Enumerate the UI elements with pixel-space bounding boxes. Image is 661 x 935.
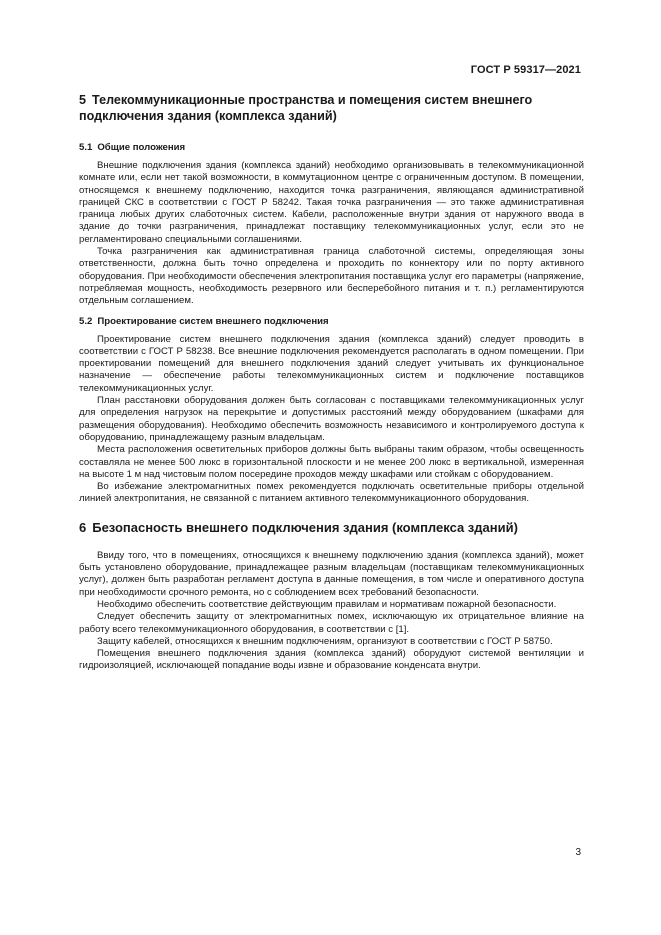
paragraph: План расстановки оборудования должен быть согласован с поставщиками телекоммуникационных услуг для определения нагрузок на перекрытие и допустимых расстояний между оборудованием (шкафами для размещения оборудования). Необходимо обеспечить возможность независимого и контролируемого доступа к оборудованию, принадлежащему разным владельцам. <box>79 395 584 443</box>
page-number: 3 <box>575 847 581 858</box>
paragraph: Помещения внешнего подключения здания (комплекса зданий) оборудуют системой вентиляции и гидроизоляцией, исключающей попадание воды извне и образование конденсата внутри. <box>79 648 584 672</box>
subsection-5-2-title: Проектирование систем внешнего подключения <box>97 315 329 327</box>
paragraph: Во избежание электромагнитных помех рекомендуется подключать осветительные приборы отдельной линией электропитания, не связанной с питанием активного телекоммуникационного оборудования. <box>79 481 584 505</box>
section-5-number: 5 <box>79 93 87 107</box>
section-6-number: 6 <box>79 519 87 535</box>
subsection-5-1-heading <box>79 142 584 154</box>
paragraph: Необходимо обеспечить соответствие действующим правилам и нормативам пожарной безопасности. <box>97 598 557 610</box>
section-5-heading <box>79 92 584 124</box>
subsection-5-2-number: 5.2 <box>79 315 93 327</box>
paragraph: Проектирование систем внешнего подключения здания (комплекса зданий) следует проводить в соответствии с ГОСТ Р 58238. Все внешние подключения рекомендуется располагать в одном помещении. При проектировании помещений для внешнего подключения зданий следует учитывать их функциональное назначение — обеспечение работы телекоммуникационных систем и подключение поставщиков телекоммуникационных услуг. <box>79 333 584 394</box>
standard-designation: ГОСТ Р 59317—2021 <box>470 64 581 76</box>
section-5-title: Телекоммуникационные пространства и помещения систем внешнего подключения здания (комплекса зданий) <box>79 93 533 123</box>
section-6-heading <box>79 520 584 536</box>
subsection-5-1-number: 5.1 <box>79 142 93 153</box>
page-content <box>79 92 584 673</box>
paragraph: Точка разграничения как административная граница слаботочной системы, определяющая зоны ответственности, должна быть точно определена и проходить по коннектору или по порту активного оборудования. При необходимости обеспечения электропитания поставщика услуг его параметры (напряжение, потребляемая мощность, необходимость резервного или бесперебойного питания и т. п.) регламентируются отдельным соглашением. <box>79 246 584 307</box>
subsection-5-1-title: Общие положения <box>97 142 186 153</box>
paragraph: Внешние подключения здания (комплекса зданий) необходимо организовывать в телекоммуникационной комнате или, если нет такой возможности, в коммутационном центре с ограниченным доступом. В помещении, относящемся к внешнему подключению, находится точка разграничения, являющаяся административной границей СКС в соответствии с ГОСТ Р 58242. Такая точка разграничения — это также административная граница любых других слаботочных систем. Кабели, расположенные внутри здания от наружного ввода в здание до точки разграничения, принадлежат поставщику телекоммуникационных услуг, если это не регламентировано специальными соглашениями. <box>79 160 584 245</box>
paragraph: Защиту кабелей, относящихся к внешним подключениям, организуют в соответствии с ГОСТ Р 58750. <box>97 635 553 647</box>
paragraph: Следует обеспечить защиту от электромагнитных помех, исключающую их отрицательное влияние на работу всего телекоммуникационного оборудования, в соответствии с [1]. <box>79 611 584 635</box>
paragraph: Ввиду того, что в помещениях, относящихся к внешнему подключению здания (комплекса зданий), может быть установлено оборудование, принадлежащее разным владельцам (поставщикам телекоммуникационных услуг), должен быть разработан регламент доступа в данные помещения, в том числе и оперативного доступа при необходимости срочного ремонта, но с соблюдением всех требований безопасности. <box>79 549 584 598</box>
section-6-title: Безопасность внешнего подключения здания (комплекса зданий) <box>92 519 518 535</box>
subsection-5-2-heading <box>79 316 584 328</box>
paragraph: Места расположения осветительных приборов должны быть выбраны таким образом, чтобы освещенность составляла не менее 500 люкс в горизонтальной плоскости и не менее 200 люкс в вертикальной, измеренная на высоте 1 м над чистовым полом посередине проходов между шкафами или стойкам с оборудованием. <box>79 444 584 480</box>
